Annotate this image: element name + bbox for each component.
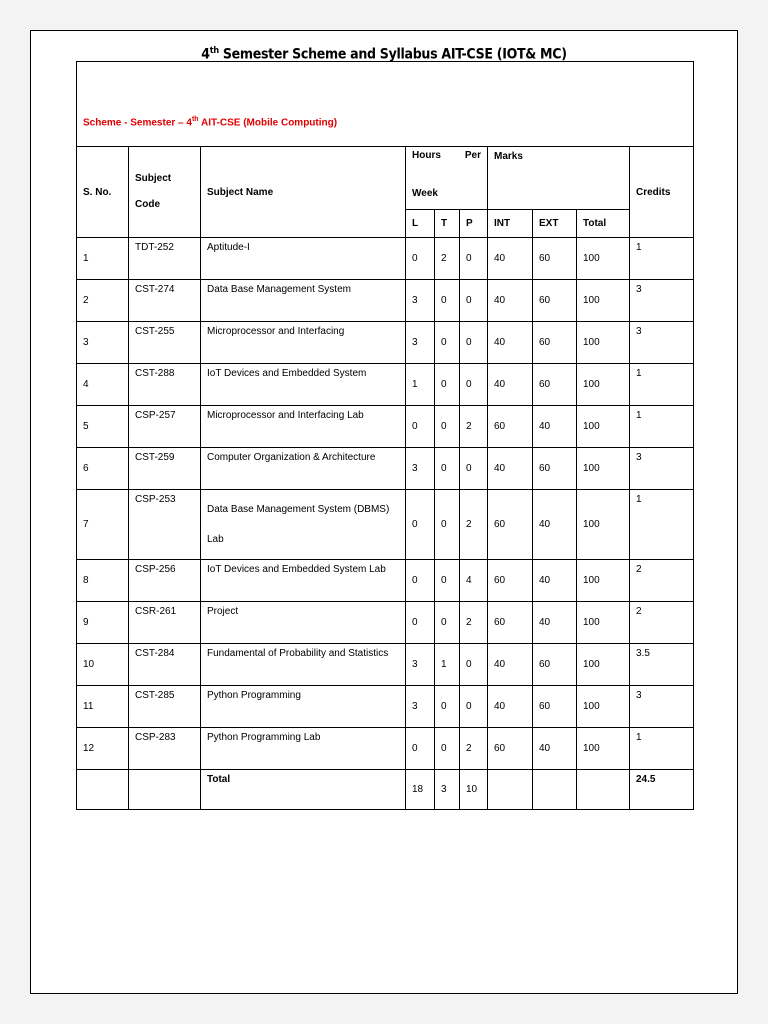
header-sno: S. No. <box>77 147 129 238</box>
header-marks: Marks <box>488 147 630 210</box>
cell-total: 100 <box>577 238 630 280</box>
table-row <box>77 728 694 770</box>
cell-total: 100 <box>577 686 630 728</box>
cell-p: 0 <box>460 644 488 686</box>
cell-subject-name: Python Programming <box>201 686 406 728</box>
cell-l: 0 <box>406 560 435 602</box>
cell-sno: 8 <box>77 560 129 602</box>
cell-total: 100 <box>577 490 630 560</box>
table-row <box>77 322 694 364</box>
cell-p: 0 <box>460 364 488 406</box>
cell-credits: 1 <box>630 406 694 448</box>
table-row <box>77 560 694 602</box>
cell-subject-code: CSP-283 <box>129 728 201 770</box>
cell-sno: 9 <box>77 602 129 644</box>
cell-int: 40 <box>488 686 533 728</box>
cell-subject-code: CST-259 <box>129 448 201 490</box>
cell-t: 0 <box>435 322 460 364</box>
total-empty-code <box>129 770 201 810</box>
cell-sno: 7 <box>77 490 129 560</box>
cell-subject-name: Project <box>201 602 406 644</box>
scheme-heading-prefix: Scheme - Semester – 4 <box>83 117 192 129</box>
scheme-heading-cell <box>77 62 694 147</box>
cell-subject-name: Computer Organization & Architecture <box>201 448 406 490</box>
table-row <box>77 364 694 406</box>
header-subject-code <box>129 147 201 238</box>
table-row <box>77 686 694 728</box>
cell-p: 2 <box>460 728 488 770</box>
cell-ext: 60 <box>533 448 577 490</box>
cell-l: 3 <box>406 686 435 728</box>
cell-int: 40 <box>488 238 533 280</box>
cell-p: 2 <box>460 602 488 644</box>
total-row <box>77 770 694 810</box>
cell-total: 100 <box>577 406 630 448</box>
cell-credits: 2 <box>630 602 694 644</box>
document-page <box>30 30 738 994</box>
cell-credits: 3 <box>630 322 694 364</box>
cell-p: 0 <box>460 238 488 280</box>
table-row <box>77 602 694 644</box>
cell-t: 0 <box>435 406 460 448</box>
cell-subject-name: Aptitude-I <box>201 238 406 280</box>
cell-ext: 60 <box>533 644 577 686</box>
cell-p: 0 <box>460 280 488 322</box>
cell-total: 100 <box>577 280 630 322</box>
cell-subject-code: CST-285 <box>129 686 201 728</box>
title-text: Semester Scheme and Syllabus AIT-CSE (IOT& MC) <box>218 46 567 63</box>
cell-total: 100 <box>577 560 630 602</box>
cell-l: 0 <box>406 490 435 560</box>
header-total: Total <box>577 210 630 238</box>
cell-ext: 60 <box>533 364 577 406</box>
cell-int: 60 <box>488 490 533 560</box>
cell-t: 0 <box>435 280 460 322</box>
cell-subject-name: Data Base Management System <box>201 280 406 322</box>
cell-total: 100 <box>577 728 630 770</box>
cell-ext: 40 <box>533 490 577 560</box>
cell-t: 1 <box>435 644 460 686</box>
total-empty-ext <box>533 770 577 810</box>
cell-int: 40 <box>488 322 533 364</box>
cell-ext: 60 <box>533 322 577 364</box>
title-superscript: th <box>209 46 219 56</box>
cell-total: 100 <box>577 364 630 406</box>
cell-ext: 40 <box>533 406 577 448</box>
scheme-heading-text: AIT-CSE (Mobile Computing) <box>198 117 338 129</box>
cell-p: 2 <box>460 490 488 560</box>
cell-l: 0 <box>406 406 435 448</box>
cell-subject-code: CST-274 <box>129 280 201 322</box>
cell-t: 0 <box>435 490 460 560</box>
cell-l: 0 <box>406 238 435 280</box>
header-subject-name: Subject Name <box>201 147 406 238</box>
cell-l: 0 <box>406 602 435 644</box>
cell-subject-name: Fundamental of Probability and Statistics <box>201 644 406 686</box>
total-empty-int <box>488 770 533 810</box>
total-empty-sno <box>77 770 129 810</box>
cell-subject-code: CSR-261 <box>129 602 201 644</box>
cell-sno: 5 <box>77 406 129 448</box>
header-ext: EXT <box>533 210 577 238</box>
cell-l: 3 <box>406 322 435 364</box>
cell-subject-name <box>201 490 406 560</box>
cell-credits: 2 <box>630 560 694 602</box>
table-row <box>77 644 694 686</box>
cell-l: 3 <box>406 644 435 686</box>
cell-sno: 6 <box>77 448 129 490</box>
cell-ext: 40 <box>533 560 577 602</box>
cell-sno: 12 <box>77 728 129 770</box>
cell-ext: 40 <box>533 602 577 644</box>
header-hours: Hours <box>412 150 441 161</box>
table-row <box>77 406 694 448</box>
header-credits: Credits <box>630 147 694 238</box>
table-row <box>77 448 694 490</box>
cell-t: 0 <box>435 560 460 602</box>
table-row <box>77 238 694 280</box>
cell-t: 2 <box>435 238 460 280</box>
cell-subject-name: Microprocessor and Interfacing Lab <box>201 406 406 448</box>
scheme-heading <box>83 116 687 128</box>
cell-subject-code: CST-288 <box>129 364 201 406</box>
cell-total: 100 <box>577 448 630 490</box>
title-prefix: 4 <box>201 46 210 63</box>
cell-p: 0 <box>460 322 488 364</box>
cell-sno: 4 <box>77 364 129 406</box>
header-subject-code-line2: Code <box>135 199 160 210</box>
cell-subject-name-line2: Lab <box>207 533 224 545</box>
cell-int: 60 <box>488 406 533 448</box>
header-per: Per <box>464 150 481 161</box>
cell-t: 0 <box>435 448 460 490</box>
table-row <box>77 490 694 560</box>
cell-subject-name-line1: Data Base Management System (DBMS) <box>207 503 390 515</box>
cell-credits: 3.5 <box>630 644 694 686</box>
cell-ext: 40 <box>533 728 577 770</box>
cell-subject-code: CST-284 <box>129 644 201 686</box>
cell-credits: 1 <box>630 728 694 770</box>
cell-subject-name: Microprocessor and Interfacing <box>201 322 406 364</box>
cell-sno: 1 <box>77 238 129 280</box>
total-p: 10 <box>460 770 488 810</box>
header-t: T <box>435 210 460 238</box>
cell-credits: 3 <box>630 280 694 322</box>
total-empty-total <box>577 770 630 810</box>
cell-p: 0 <box>460 448 488 490</box>
header-p: P <box>460 210 488 238</box>
cell-sno: 11 <box>77 686 129 728</box>
cell-t: 0 <box>435 728 460 770</box>
cell-l: 1 <box>406 364 435 406</box>
header-week: Week <box>412 188 438 199</box>
total-label: Total <box>201 770 406 810</box>
cell-credits: 1 <box>630 364 694 406</box>
cell-t: 0 <box>435 364 460 406</box>
cell-subject-code: CSP-256 <box>129 560 201 602</box>
header-l: L <box>406 210 435 238</box>
header-int: INT <box>488 210 533 238</box>
cell-ext: 60 <box>533 686 577 728</box>
cell-ext: 60 <box>533 280 577 322</box>
cell-t: 0 <box>435 602 460 644</box>
scheme-table <box>76 61 694 810</box>
cell-p: 0 <box>460 686 488 728</box>
cell-int: 60 <box>488 560 533 602</box>
cell-credits: 1 <box>630 238 694 280</box>
cell-int: 40 <box>488 280 533 322</box>
cell-int: 60 <box>488 602 533 644</box>
cell-total: 100 <box>577 644 630 686</box>
total-l: 18 <box>406 770 435 810</box>
cell-credits: 3 <box>630 686 694 728</box>
total-t: 3 <box>435 770 460 810</box>
cell-int: 40 <box>488 448 533 490</box>
cell-int: 60 <box>488 728 533 770</box>
header-hours-per-week <box>406 147 488 210</box>
cell-int: 40 <box>488 364 533 406</box>
cell-t: 0 <box>435 686 460 728</box>
cell-p: 2 <box>460 406 488 448</box>
cell-subject-code: TDT-252 <box>129 238 201 280</box>
cell-sno: 3 <box>77 322 129 364</box>
cell-subject-code: CSP-253 <box>129 490 201 560</box>
cell-credits: 1 <box>630 490 694 560</box>
cell-subject-code: CSP-257 <box>129 406 201 448</box>
cell-subject-name: Python Programming Lab <box>201 728 406 770</box>
cell-subject-name: IoT Devices and Embedded System <box>201 364 406 406</box>
cell-subject-name: IoT Devices and Embedded System Lab <box>201 560 406 602</box>
scheme-heading-superscript: th <box>191 115 199 123</box>
cell-sno: 10 <box>77 644 129 686</box>
cell-p: 4 <box>460 560 488 602</box>
cell-credits: 3 <box>630 448 694 490</box>
cell-subject-code: CST-255 <box>129 322 201 364</box>
cell-total: 100 <box>577 602 630 644</box>
total-credits: 24.5 <box>630 770 694 810</box>
cell-ext: 60 <box>533 238 577 280</box>
cell-l: 0 <box>406 728 435 770</box>
cell-l: 3 <box>406 280 435 322</box>
header-subject-code-line1: Subject <box>135 173 172 184</box>
table-row <box>77 280 694 322</box>
cell-l: 3 <box>406 448 435 490</box>
cell-total: 100 <box>577 322 630 364</box>
cell-sno: 2 <box>77 280 129 322</box>
cell-int: 40 <box>488 644 533 686</box>
